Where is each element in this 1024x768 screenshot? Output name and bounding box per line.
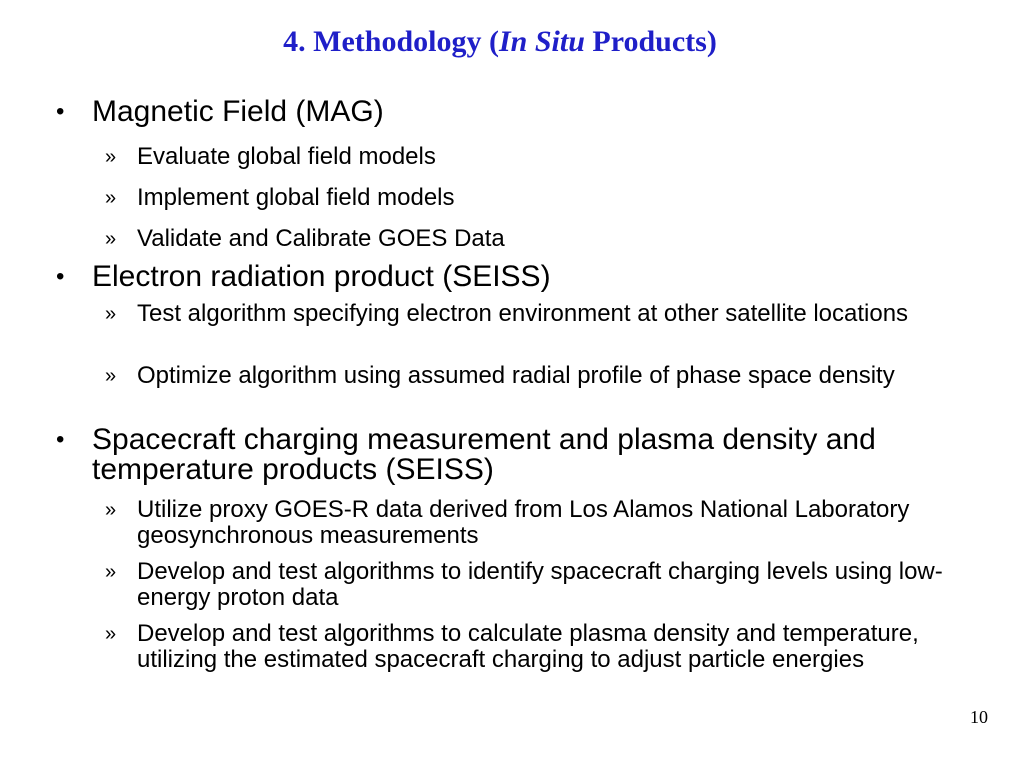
page-number: 10 bbox=[970, 707, 988, 727]
sub-bullet-icon: » bbox=[105, 561, 117, 583]
bullet-icon: • bbox=[56, 263, 65, 290]
sub-bullet-icon: » bbox=[105, 499, 117, 521]
sub-bullet-icon: » bbox=[105, 303, 117, 325]
slide-title: 4. Methodology (In Situ Products) bbox=[283, 25, 717, 58]
bullet-icon: • bbox=[56, 98, 65, 125]
sub-bullet-item: » Test algorithm specifying electron environment at other satellite locations bbox=[105, 300, 909, 327]
sub-bullet-icon: » bbox=[105, 187, 117, 209]
sub-bullet-icon: » bbox=[105, 623, 117, 645]
bullet-item-spacecraft: • Spacecraft charging measurement and plasma density and temperature products (SEISS) bbox=[56, 423, 876, 486]
sub-bullet-item: » Utilize proxy GOES-R data derived from Los Alamos National Laboratory geosynchronous measurements bbox=[105, 496, 910, 549]
bullet-item-electron: • Electron radiation product (SEISS) bbox=[56, 260, 551, 293]
sub-bullet-item: » Optimize algorithm using assumed radial profile of phase space density bbox=[105, 362, 895, 389]
sub-bullet-icon: » bbox=[105, 146, 117, 168]
sub-bullet-item: » Develop and test algorithms to identify spacecraft charging levels using low-energy proton data bbox=[105, 558, 943, 611]
sub-bullet-item: » Validate and Calibrate GOES Data bbox=[105, 225, 505, 252]
bullet-item-mag: • Magnetic Field (MAG) bbox=[56, 95, 384, 128]
bullet-icon: • bbox=[56, 426, 65, 453]
sub-bullet-item: » Evaluate global field models bbox=[105, 143, 436, 170]
sub-bullet-item: » Develop and test algorithms to calculate plasma density and temperature, utilizing the estimated spacecraft charging to adjust particle energies bbox=[105, 620, 919, 673]
sub-bullet-icon: » bbox=[105, 365, 117, 387]
sub-bullet-icon: » bbox=[105, 228, 117, 250]
sub-bullet-item: » Implement global field models bbox=[105, 184, 455, 211]
